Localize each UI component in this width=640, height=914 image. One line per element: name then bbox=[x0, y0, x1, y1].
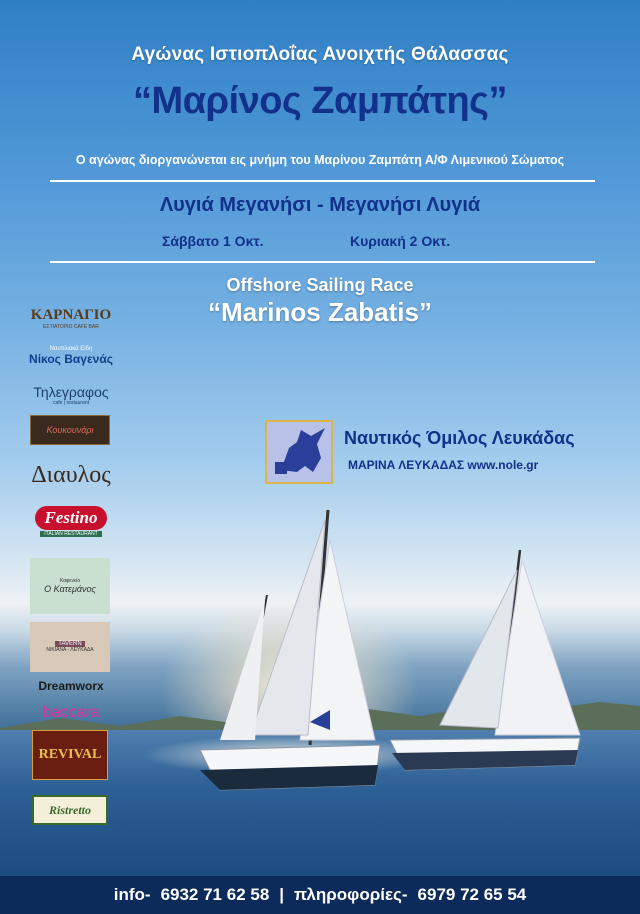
sponsor-ristretto: Ristretto bbox=[32, 795, 108, 825]
sponsor-kafeneio-top: Καφενείο bbox=[59, 578, 81, 584]
sponsor-taverna-name: TAVERN bbox=[55, 641, 84, 647]
sponsor-karnagio-name: ΚΑΡΝΑΓΙΟ bbox=[30, 306, 112, 323]
sponsor-tilegrafos-sub: cafe | restaurant bbox=[52, 400, 90, 406]
sponsor-vagenas-name: Νίκος Βαγενάς bbox=[29, 352, 113, 366]
sponsor-vagenas-top: Ναυτιλιακά Είδη bbox=[49, 346, 93, 352]
sponsor-vagenas bbox=[28, 340, 114, 372]
route-label: Λυγιά Μεγανήσι - Μεγανήσι Λυγιά bbox=[159, 194, 481, 216]
sponsor-baccara: baccara bbox=[42, 704, 100, 721]
english-title: “Marinos Zabatis” bbox=[208, 297, 432, 327]
race-title-greek: “Μαρίνος Ζαμπάτης” bbox=[133, 80, 507, 122]
info-label: info- bbox=[113, 885, 151, 904]
date-sunday: Κυριακή 2 Οκτ. bbox=[350, 233, 451, 249]
winged-lion-icon bbox=[267, 422, 331, 482]
sponsor-taverna-sub: ΝΙΚΙΑΝΑ - ΛΕΥΚΑΔΑ bbox=[46, 647, 94, 653]
sponsor-karnagio bbox=[28, 303, 114, 333]
date-saturday: Σάββατο 1 Οκτ. bbox=[162, 233, 264, 249]
sponsor-festino-sub: ITALIAN RESTAURANT bbox=[40, 531, 101, 537]
divider-top bbox=[50, 180, 595, 182]
footer-separator: | bbox=[279, 885, 285, 904]
sponsor-revival: REVIVAL bbox=[32, 730, 108, 780]
club-logo bbox=[265, 420, 333, 484]
sponsor-diavlos bbox=[28, 455, 114, 495]
sponsor-taverna bbox=[30, 622, 110, 672]
sponsor-festino-name: Festino bbox=[35, 506, 108, 530]
sailboats-illustration bbox=[180, 500, 640, 820]
club-website: ΜΑΡΙΝΑ ΛΕΥΚΑΔΑΣ www.nole.gr bbox=[348, 458, 539, 472]
sponsor-diavlos-name: Διαυλος bbox=[31, 461, 111, 488]
sponsor-karnagio-sub: ΕΣΤΙΑΤΟΡΙΟ CAFE BAR bbox=[43, 323, 99, 330]
contact-footer bbox=[0, 876, 640, 914]
more-info-phone: 6979 72 65 54 bbox=[417, 885, 527, 904]
memorial-subtitle: Ο αγώνας διοργανώνεται εις μνήμη του Μαρίνου Ζαμπάτη Α/Φ Λιμενικού Σώματος bbox=[75, 153, 565, 167]
sponsor-kafeneio-name: Ο Κατεμάνος bbox=[44, 584, 96, 594]
info-phone: 6932 71 62 58 bbox=[160, 885, 270, 904]
sponsor-kafeneio bbox=[30, 558, 110, 614]
race-heading-greek: Αγώνας Ιστιοπλοΐας Ανοιχτής Θάλασσας bbox=[131, 44, 509, 65]
sailboat-left bbox=[200, 510, 380, 790]
sponsor-tilegrafos bbox=[28, 380, 114, 410]
divider-bottom bbox=[50, 261, 595, 263]
more-info-label: πληροφορίες- bbox=[294, 885, 408, 904]
sponsor-dreamworx: Dreamworx bbox=[38, 679, 104, 693]
english-heading: Offshore Sailing Race bbox=[226, 275, 414, 295]
club-name: Ναυτικός Όμιλος Λευκάδας bbox=[344, 428, 575, 448]
sailboat-right bbox=[390, 550, 580, 770]
sponsor-festino bbox=[28, 504, 114, 538]
sponsor-tilegrafos-name: Τηλεγραφος bbox=[33, 384, 109, 400]
sponsor-kafe-logo: Κουκουνάρι bbox=[30, 415, 110, 445]
